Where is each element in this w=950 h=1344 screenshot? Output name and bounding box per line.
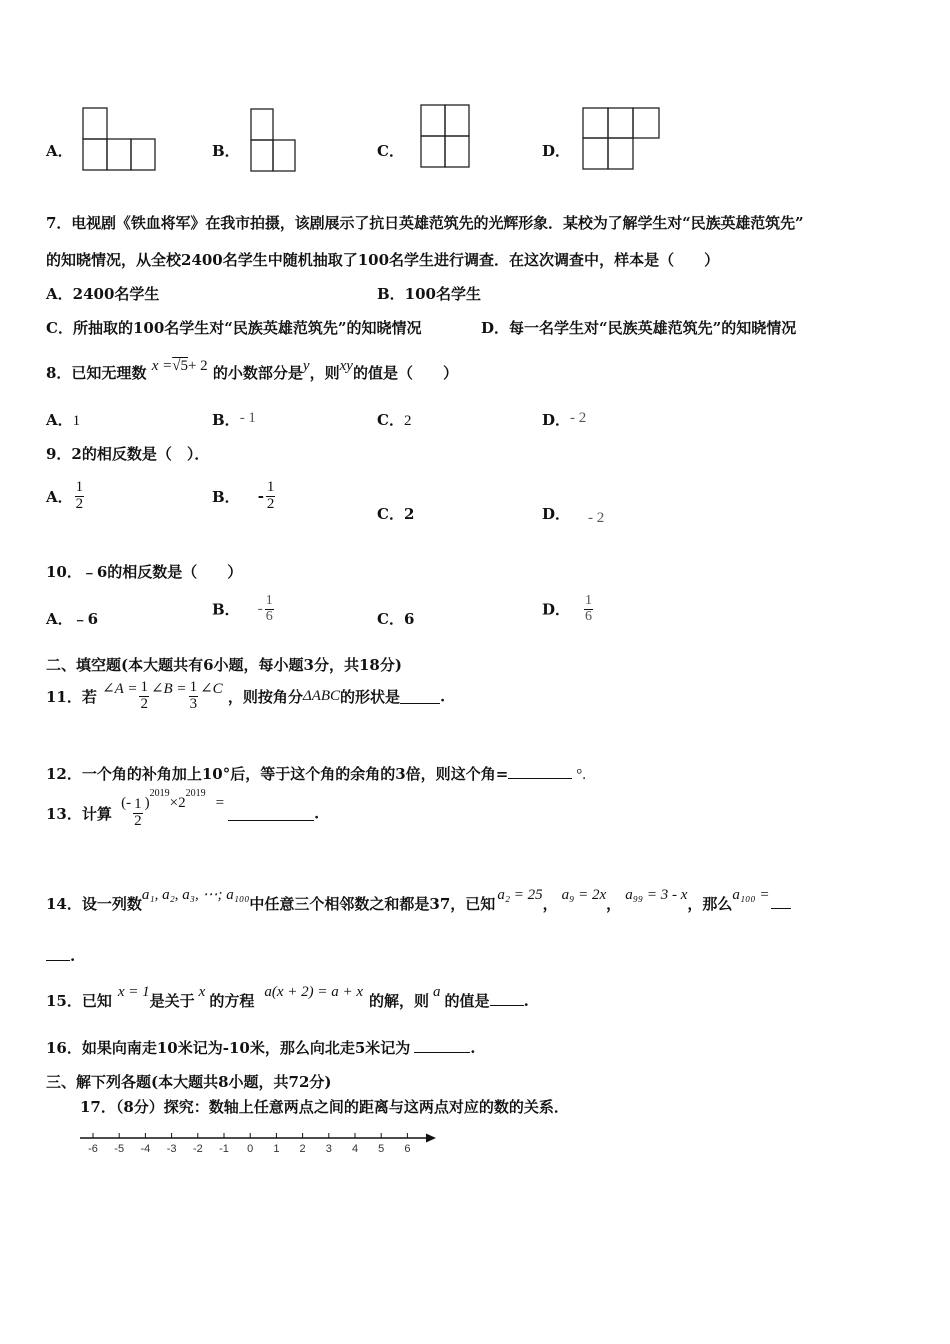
q7-option-b[interactable]: B．100名学生: [377, 285, 481, 303]
number-line-tick-label: 6: [404, 1143, 411, 1155]
q7-line1: 7．电视剧《铁血将军》在我市拍摄，该剧展示了抗日英雄范筑先的光辉形象．某校为了解学生对“民族英雄范筑先”: [46, 214, 804, 232]
number-line-arrow-icon: [426, 1134, 436, 1143]
q9-option-b-fraction: [266, 480, 276, 513]
q11-mid: ，则按角分: [227, 687, 303, 706]
q9-option-d[interactable]: [542, 503, 604, 524]
q13-prefix: 13．计算: [46, 804, 112, 823]
q9-option-a[interactable]: [46, 480, 86, 513]
q10-option-d-numerator: 1: [585, 593, 593, 608]
q8-option-a-label: A．: [46, 411, 73, 429]
q11-suffix: 的形状是: [340, 687, 401, 706]
q9-option-d-value: - 2: [588, 510, 605, 526]
q9-option-b-numerator: 1: [266, 479, 275, 495]
q15-x-equals-1: x = 1: [117, 984, 150, 1000]
q12-end: °.: [576, 767, 587, 783]
q14-answer-blank[interactable]: [771, 894, 791, 909]
q10-option-b-denominator: 6: [265, 608, 273, 624]
q14-ask: a₁₀₀ =: [732, 887, 770, 903]
q11-fraction-2-numerator: 1: [189, 679, 198, 695]
q13-answer-blank[interactable]: [228, 806, 314, 821]
q12-stem: [46, 763, 586, 784]
q10-option-d[interactable]: [542, 594, 595, 624]
number-line-tick-label: 5: [378, 1143, 385, 1155]
q10-option-b-sign: -: [257, 600, 263, 617]
q9-option-d-label: D．: [542, 505, 571, 523]
q10-stem: 10．﹣6的相反数是（ ）: [46, 563, 243, 581]
q15-prefix: 15．已知: [46, 992, 112, 1010]
q8-option-b[interactable]: [212, 409, 256, 430]
q15-mid-2: 的方程: [209, 992, 255, 1010]
q8-stem: [46, 358, 458, 383]
q7-option-d[interactable]: D．每一名学生对“民族英雄范筑先”的知晓情况: [481, 319, 797, 337]
q14-end: .: [70, 947, 76, 965]
q13-open-paren: (-: [121, 794, 132, 811]
q9-option-b-denominator: 2: [266, 495, 275, 512]
q11-prefix: 11．若: [46, 687, 97, 706]
q8-mid: 的小数部分是: [212, 364, 303, 382]
q10-option-c[interactable]: C．6: [377, 610, 415, 628]
q9-option-b-sign: -: [257, 487, 264, 506]
number-line-tick-label: -6: [88, 1143, 98, 1155]
q8-y: y: [302, 358, 310, 374]
q8-plus2: + 2: [187, 358, 208, 374]
q8-option-d-value: - 2: [570, 410, 587, 426]
q15-equation: a(x + 2) = a + x: [264, 984, 364, 1000]
q13-stem: [46, 787, 320, 830]
q11-end: .: [440, 687, 446, 706]
q11-angle-c: ∠C: [200, 680, 223, 697]
q16-answer-blank[interactable]: [414, 1038, 470, 1053]
q14-sequence: a₁, a₂, a₃, ⋯; a₁₀₀: [141, 887, 250, 903]
q8-sqrt: √5: [172, 358, 188, 374]
q14-mid: 中任意三个相邻数之和都是37，已知: [249, 895, 496, 913]
q14-comma-2: ，: [606, 895, 622, 913]
q8-option-c[interactable]: [377, 409, 411, 430]
q6-option-d-label[interactable]: D．: [542, 142, 571, 160]
q11-answer-blank[interactable]: [400, 689, 440, 704]
q12-text: 12．一个角的补角加上10°后，等于这个角的余角的3倍，则这个角=: [46, 765, 509, 783]
q15-suffix: 的值是: [444, 992, 490, 1010]
q8-prefix: 8．已知无理数: [46, 364, 147, 382]
q8-option-b-value: - 1: [239, 410, 256, 426]
number-line-tick-label: -2: [192, 1143, 203, 1155]
q14-stem: [46, 887, 791, 914]
number-line-tick-label: -4: [140, 1143, 151, 1155]
q8-x-eq: x =: [151, 358, 173, 374]
q11-stem: [46, 680, 445, 713]
q8-option-a-value: 1: [72, 413, 81, 429]
q6-option-b-label[interactable]: B．: [212, 142, 240, 160]
q11-fraction-1-denominator: 2: [140, 695, 148, 712]
q15-a: a: [433, 984, 441, 1000]
q11-fraction-2: [189, 680, 199, 713]
q13-exponent-2: 2019: [185, 787, 206, 799]
q8-option-c-label: C．: [377, 411, 404, 429]
q8-xy: xy: [339, 358, 353, 374]
q11-angle-b: ∠B =: [150, 680, 187, 697]
q10-option-a[interactable]: A．﹣6: [46, 610, 99, 628]
q15-x: x: [198, 984, 206, 1000]
q16-text: 16．如果向南走10米记为-10米，那么向北走5米记为: [46, 1039, 411, 1057]
q6-option-a-label[interactable]: A．: [46, 142, 73, 160]
q13-close-paren: ): [144, 794, 150, 811]
q14-comma-1: ，: [542, 895, 558, 913]
q10-option-d-label: D．: [542, 600, 571, 619]
q15-answer-blank[interactable]: [490, 991, 524, 1006]
number-line-tick-label: -3: [166, 1143, 177, 1155]
q9-option-c[interactable]: C．2: [377, 505, 415, 523]
q9-option-a-numerator: 1: [75, 479, 84, 495]
q14-condition-1: a₂ = 25: [497, 887, 543, 903]
q15-end: .: [523, 992, 529, 1010]
number-line: [0, 0, 1, 1]
q13-exponent-1: 2019: [149, 787, 170, 799]
q8-option-d[interactable]: [542, 409, 586, 430]
q14-condition-2: a₉ = 2x: [561, 887, 607, 903]
q8-option-b-label: B．: [212, 411, 240, 429]
q17-stem: 17．（8分）探究：数轴上任意两点之间的距离与这两点对应的数的关系．: [80, 1098, 569, 1116]
number-line-tick-label: 0: [247, 1143, 254, 1155]
q7-line2: 的知晓情况，从全校2400名学生中随机抽取了100名学生进行调查．在这次调查中，样本是（ ）: [46, 251, 720, 269]
number-line-tick-label: 2: [299, 1143, 306, 1155]
q8-option-a[interactable]: [46, 409, 80, 430]
q14-answer-blank-continued[interactable]: [46, 946, 70, 961]
q13-equals: =: [215, 794, 225, 811]
q11-fraction-1-numerator: 1: [140, 679, 148, 695]
q11-fraction-1: [139, 680, 149, 713]
q13-fraction: [133, 797, 143, 830]
q13-times: ×2: [169, 794, 186, 811]
q9-option-a-denominator: 2: [75, 495, 84, 512]
q11-angle-a: ∠A =: [102, 680, 138, 697]
q7-option-a[interactable]: A．2400名学生: [46, 285, 160, 303]
q14-prefix: 14．设一列数: [46, 895, 142, 913]
q13-numerator: 1: [134, 796, 142, 812]
q7-option-c[interactable]: C．所抽取的100名学生对“民族英雄范筑先”的知晓情况: [46, 319, 422, 337]
q10-option-b-label: B．: [212, 600, 240, 619]
section-2-heading: 二、填空题(本大题共有6小题，每小题3分，共18分): [46, 656, 402, 674]
q15-stem: [46, 984, 529, 1011]
q13-denominator: 2: [134, 812, 142, 829]
number-line-tick-label: 4: [351, 1143, 359, 1155]
q10-option-b-numerator: 1: [265, 593, 273, 608]
number-line-tick-label: 3: [325, 1143, 332, 1155]
number-line-tick-label: 1: [273, 1143, 280, 1155]
q10-option-b[interactable]: [212, 594, 276, 624]
q15-mid-1: 是关于: [149, 992, 195, 1010]
q6-option-c-label[interactable]: C．: [377, 142, 404, 160]
section-3-heading: 三、解下列各题(本大题共8小题，共72分): [46, 1073, 332, 1091]
q14-then: ，那么: [687, 895, 733, 913]
q8-option-d-label: D．: [542, 411, 571, 429]
q14-condition-3: a₉₉ = 3 - x: [625, 887, 688, 903]
q12-answer-blank[interactable]: [508, 764, 572, 779]
q9-option-b[interactable]: [212, 480, 277, 513]
q9-option-b-label: B．: [212, 487, 240, 506]
q13-end: .: [314, 804, 320, 823]
q11-fraction-2-denominator: 3: [189, 695, 198, 712]
number-line-tick-label: -1: [219, 1143, 229, 1155]
q16-stem: [46, 1037, 476, 1058]
q10-option-b-fraction: [265, 594, 274, 624]
q8-suffix: 的值是（ ）: [352, 364, 458, 382]
q16-end: .: [470, 1039, 476, 1057]
q14-continuation: [46, 946, 75, 965]
q8-then: ，则: [309, 364, 340, 382]
q9-option-a-fraction: [75, 480, 85, 513]
q15-mid-3: 的解，则: [369, 992, 430, 1010]
q10-option-d-denominator: 6: [585, 608, 593, 624]
q9-option-a-label: A．: [46, 487, 73, 506]
q10-option-d-fraction: [584, 594, 593, 624]
q9-stem: 9．2的相反数是（ ）．: [46, 445, 210, 463]
q11-triangle: ΔABC: [302, 687, 341, 704]
q8-option-c-value: 2: [403, 413, 412, 429]
number-line-tick-label: -5: [114, 1143, 125, 1155]
